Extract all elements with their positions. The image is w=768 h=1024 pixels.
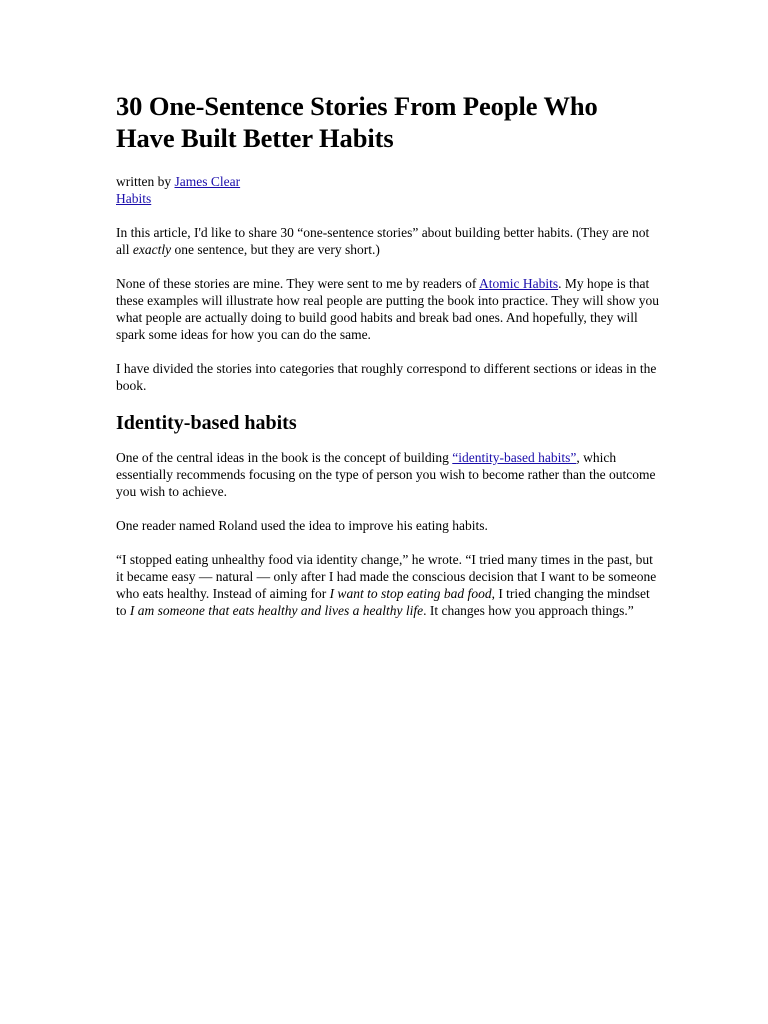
section1-p1-text-b: , which essentially recommends focusing on the type of person you wish to become rather than the outcome you wish to achieve. <box>116 450 656 499</box>
category-line <box>116 190 661 207</box>
byline-prefix: written by <box>116 174 175 189</box>
author-link[interactable]: James Clear <box>174 174 241 189</box>
intro-p1-text-a: In this article, I'd like to share 30 “one-sentence stories” about building better habits. (They are not all <box>116 225 650 257</box>
intro-p1-text-b: one sentence, but they are very short.) <box>171 242 380 257</box>
intro-paragraph-1 <box>116 224 661 258</box>
article-meta <box>116 173 661 207</box>
intro-p2-text-b: . My hope is that these examples will illustrate how real people are putting the book into practice. They will show you what people are actually doing to build good habits and break bad ones. And hopefully, they will spark some ideas for how you can do the same. <box>116 276 659 342</box>
section1-p3-text-c: . It changes how you approach things.” <box>423 603 634 618</box>
atomic-habits-link[interactable]: Atomic Habits <box>479 276 559 291</box>
byline <box>116 173 661 190</box>
intro-paragraph-2 <box>116 275 661 343</box>
section1-p3-emphasis-2: I am someone that eats healthy and lives a healthy life <box>129 603 424 618</box>
intro-p2-text-a: None of these stories are mine. They were sent to me by readers of <box>116 276 480 291</box>
section1-p3-text-b: , I tried changing the mindset to <box>116 586 650 618</box>
intro-p1-emphasis: exactly <box>132 242 172 257</box>
section1-p1-text-a: One of the central ideas in the book is the concept of building <box>116 450 453 465</box>
section-heading-identity: Identity-based habits <box>116 412 297 434</box>
article-body <box>116 90 661 636</box>
identity-based-habits-link[interactable]: “identity-based habits” <box>452 450 577 465</box>
section1-paragraph-2: One reader named Roland used the idea to improve his eating habits. <box>116 518 488 533</box>
section1-paragraph-3 <box>116 551 661 619</box>
section1-p3-text-a: “I stopped eating unhealthy food via identity change,” he wrote. “I tried many times in the past, but it became easy — natural — only after I had made the conscious decision that I want to be someone who eats healthy. Instead of aiming for <box>116 552 657 601</box>
intro-paragraph-3: I have divided the stories into categories that roughly correspond to different sections or ideas in the book. <box>116 361 657 393</box>
category-link[interactable]: Habits <box>116 191 152 206</box>
section1-p3-emphasis-1: I want to stop eating bad food <box>329 586 492 601</box>
section1-paragraph-1 <box>116 449 661 500</box>
article-title: 30 One-Sentence Stories From People Who Have Built Better Habits <box>116 91 598 153</box>
